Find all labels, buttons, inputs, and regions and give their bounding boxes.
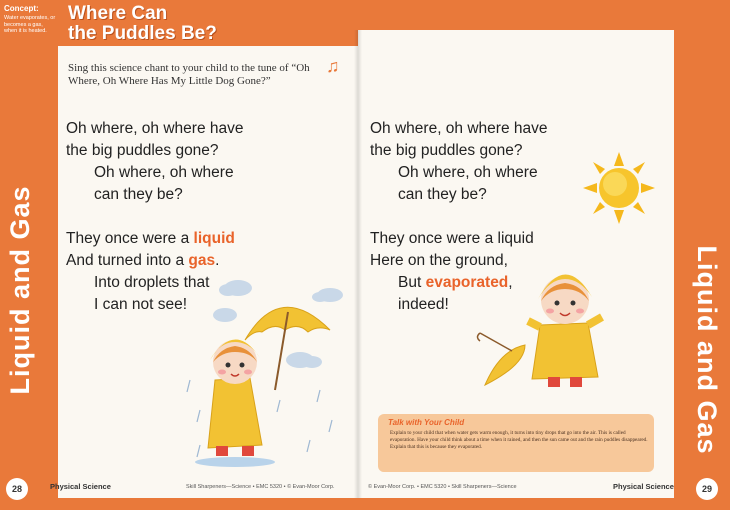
poem-line [66, 250, 326, 272]
concept-title: Concept: [4, 4, 39, 13]
intro-text: Sing this science chant to your child to the tune of “Oh Where, Oh Where Has My Little Dog Gone?” [68, 62, 310, 87]
poem-line: Into droplets that [94, 274, 210, 291]
poem-line: I can not see! [94, 296, 188, 313]
poem-line: can they be? [94, 186, 183, 203]
poem-text: But [398, 274, 426, 291]
highlight-evaporated: evaporated [425, 274, 509, 291]
poem-line: can they be? [398, 186, 487, 203]
poem-line: the big puddles gone? [66, 142, 219, 159]
poem-line: They once were a liquid [370, 230, 534, 247]
footer-section-right: Physical Science [613, 482, 674, 491]
page-title [68, 4, 268, 44]
poem-text: , [508, 274, 513, 291]
umbrella-icon [245, 307, 330, 390]
concept-body: Water evaporates, or becomes a gas, when it is heated. [4, 15, 56, 34]
umbrella-icon [478, 333, 526, 385]
poem-line: Oh where, oh where [398, 164, 538, 181]
girl-figure [528, 274, 602, 387]
book-fold [354, 30, 362, 498]
sun-icon [583, 152, 655, 224]
sunny-girl-illustration [470, 255, 650, 405]
footer-section-left: Physical Science [50, 482, 111, 491]
highlight-liquid: liquid [193, 230, 235, 247]
side-label-right: Liquid and Gas [692, 245, 722, 455]
footer-credit-right: © Evan-Moor Corp. • EMC 5320 • Skill Sharpeners—Science [368, 484, 517, 490]
title-line-2: the Puddles Be? [68, 23, 217, 44]
poem-line: Oh where, oh where have [66, 120, 244, 137]
poem-line: Here on the ground, [370, 252, 508, 269]
talk-title: Talk with Your Child [388, 418, 465, 427]
title-line-1: Where Can [68, 3, 168, 24]
page-number-right: 29 [696, 478, 718, 500]
page-number-left: 28 [6, 478, 28, 500]
talk-body: Explain to your child that when water gets warm enough, it turns into tiny drops that go into the air. This is called evaporation. Have your child think about a time when it rained, and then the sun came out and the rain puddles disappeared. Explain that this is because they evaporated. [390, 430, 648, 450]
poem-text: . [215, 252, 220, 269]
poem-line: indeed! [398, 296, 449, 313]
side-label-left: Liquid and Gas [5, 185, 35, 395]
footer-credit-left: Skill Sharpeners—Science • EMC 5320 • © Evan-Moor Corp. [186, 484, 335, 490]
poem-line: Oh where, oh where [94, 164, 234, 181]
highlight-gas: gas [188, 252, 216, 269]
music-note-icon: ♫ [326, 56, 340, 76]
poem-text: And turned into a [66, 252, 189, 269]
concept-box [4, 4, 56, 35]
poem-line [66, 228, 326, 250]
poem-text: They once were a [66, 230, 194, 247]
girl-figure [195, 339, 275, 467]
poem-line: Oh where, oh where have [370, 120, 548, 137]
rain-girl-illustration [180, 270, 355, 480]
poem-line: the big puddles gone? [370, 142, 523, 159]
